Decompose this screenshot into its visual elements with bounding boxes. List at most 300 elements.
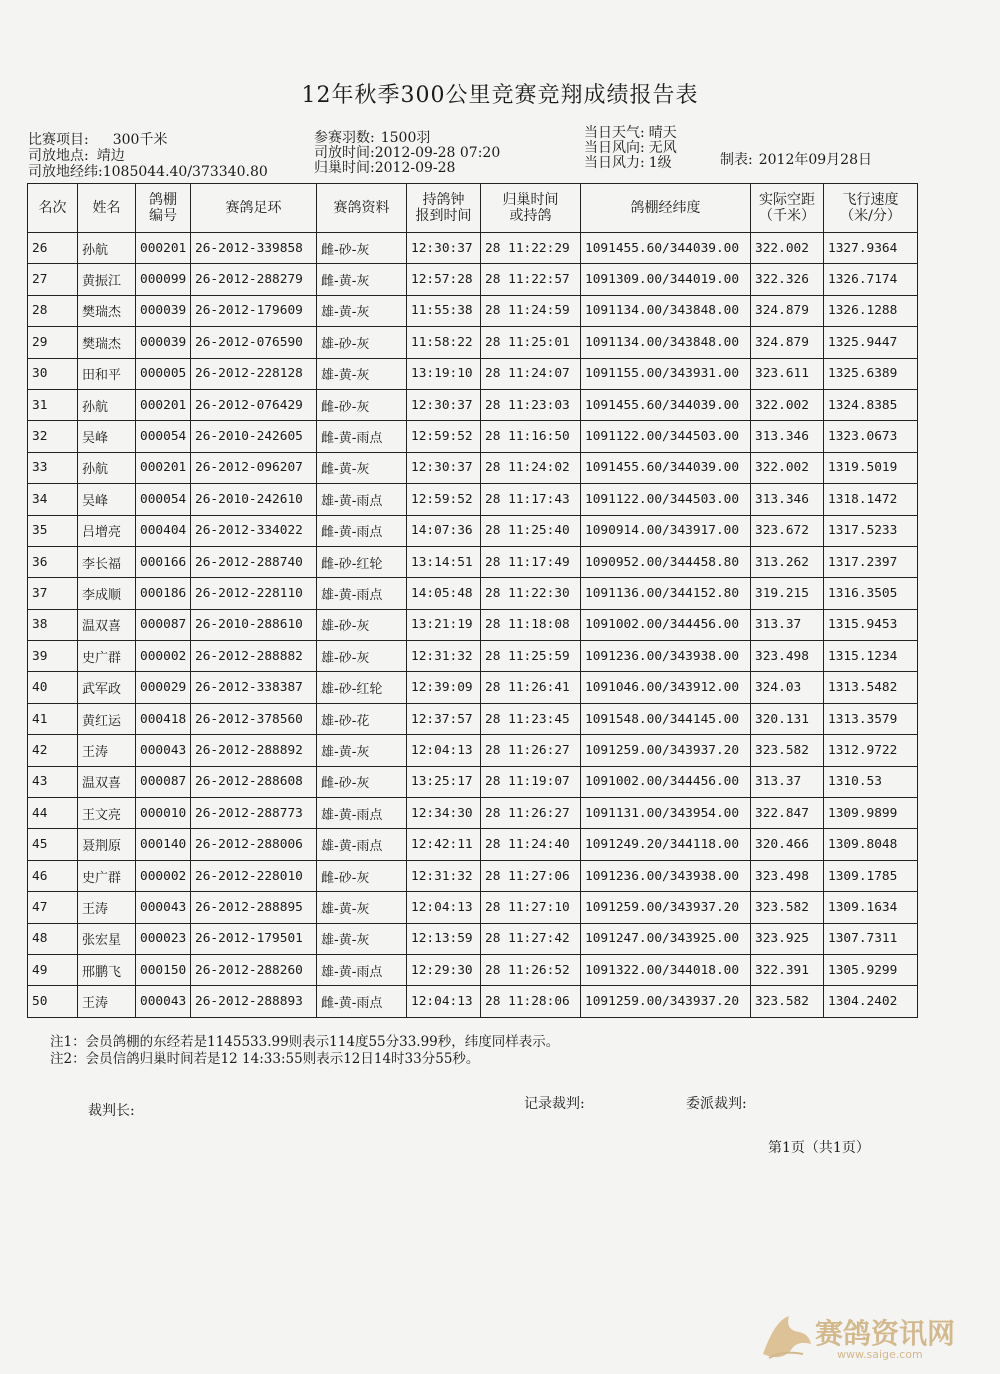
cell-rank: 39 bbox=[28, 641, 78, 672]
cell-loft-id: 000404 bbox=[136, 515, 191, 546]
cell-rank: 27 bbox=[28, 264, 78, 295]
cell-loft-coords: 1091002.00/344456.00 bbox=[581, 766, 751, 797]
cell-loft-coords: 1091134.00/343848.00 bbox=[581, 295, 751, 326]
table-row bbox=[28, 766, 918, 797]
cell-distance: 322.002 bbox=[751, 233, 824, 264]
cell-name: 王涛 bbox=[78, 735, 136, 766]
cell-pigeon-info: 雄-黄-灰 bbox=[317, 892, 407, 923]
cell-return-time: 28 11:27:42 bbox=[481, 923, 581, 954]
wind-direction-label: 当日风向: bbox=[584, 140, 645, 156]
header-loft-coords: 鸽棚经纬度 bbox=[581, 184, 751, 233]
table-row bbox=[28, 421, 918, 452]
cell-ring: 26-2012-288740 bbox=[191, 546, 317, 577]
cell-loft-coords: 1091455.60/344039.00 bbox=[581, 389, 751, 420]
cell-pigeon-info: 雄-黄-雨点 bbox=[317, 798, 407, 829]
header-ring: 赛鸽足环 bbox=[191, 184, 317, 233]
return-time bbox=[314, 161, 455, 176]
release-time-value: 2012-09-28 07:20 bbox=[374, 145, 501, 161]
cell-ring: 26-2010-288610 bbox=[191, 609, 317, 640]
table-row bbox=[28, 829, 918, 860]
cell-loft-coords: 1091259.00/343937.20 bbox=[581, 986, 751, 1017]
cell-return-time: 28 11:25:40 bbox=[481, 515, 581, 546]
cell-speed: 1317.2397 bbox=[824, 546, 918, 577]
cell-return-time: 28 11:19:07 bbox=[481, 766, 581, 797]
cell-loft-coords: 1091122.00/344503.00 bbox=[581, 421, 751, 452]
cell-return-time: 28 11:24:40 bbox=[481, 829, 581, 860]
wind-force-value: 1级 bbox=[648, 155, 672, 171]
cell-rank: 44 bbox=[28, 798, 78, 829]
cell-ring: 26-2012-179501 bbox=[191, 923, 317, 954]
weather-value: 晴天 bbox=[648, 125, 677, 141]
cell-rank: 26 bbox=[28, 233, 78, 264]
cell-pigeon-info: 雄-黄-雨点 bbox=[317, 829, 407, 860]
table-row bbox=[28, 954, 918, 985]
cell-return-time: 28 11:23:45 bbox=[481, 703, 581, 734]
cell-name: 孙航 bbox=[78, 452, 136, 483]
cell-loft-id: 000002 bbox=[136, 860, 191, 891]
cell-loft-coords: 1091122.00/344503.00 bbox=[581, 484, 751, 515]
cell-speed: 1315.1234 bbox=[824, 641, 918, 672]
wind-force-label: 当日风力: bbox=[584, 155, 645, 171]
cell-distance: 313.346 bbox=[751, 421, 824, 452]
cell-loft-coords: 1091136.00/344152.80 bbox=[581, 578, 751, 609]
watermark-text: 赛鸽资讯网 bbox=[815, 1317, 956, 1350]
cell-loft-id: 000010 bbox=[136, 798, 191, 829]
cell-loft-id: 000099 bbox=[136, 264, 191, 295]
cell-loft-coords: 1091155.00/343931.00 bbox=[581, 358, 751, 389]
cell-loft-coords: 1091002.00/344456.00 bbox=[581, 609, 751, 640]
cell-rank: 31 bbox=[28, 389, 78, 420]
cell-clock-time: 13:14:51 bbox=[407, 546, 481, 577]
cell-name: 王文亮 bbox=[78, 798, 136, 829]
cell-loft-id: 000043 bbox=[136, 735, 191, 766]
cell-name: 温双喜 bbox=[78, 766, 136, 797]
cell-loft-id: 000029 bbox=[136, 672, 191, 703]
wind-direction-value: 无风 bbox=[648, 140, 677, 156]
cell-clock-time: 12:39:09 bbox=[407, 672, 481, 703]
cell-speed: 1309.9899 bbox=[824, 798, 918, 829]
cell-loft-coords: 1091247.00/343925.00 bbox=[581, 923, 751, 954]
table-row bbox=[28, 735, 918, 766]
cell-ring: 26-2012-338387 bbox=[191, 672, 317, 703]
table-row bbox=[28, 264, 918, 295]
cell-pigeon-info: 雄-黄-雨点 bbox=[317, 578, 407, 609]
cell-loft-coords: 1091309.00/344019.00 bbox=[581, 264, 751, 295]
cell-loft-id: 000043 bbox=[136, 986, 191, 1017]
cell-speed: 1309.1634 bbox=[824, 892, 918, 923]
cell-pigeon-info: 雄-黄-灰 bbox=[317, 295, 407, 326]
release-coords-value: 1085044.40/373340.80 bbox=[102, 164, 268, 180]
cell-distance: 322.002 bbox=[751, 452, 824, 483]
birds-count bbox=[314, 131, 430, 146]
header-clock-time: 持鸽钟 报到时间 bbox=[407, 184, 481, 233]
wind-direction bbox=[584, 141, 677, 156]
cell-return-time: 28 11:23:03 bbox=[481, 389, 581, 420]
birds-count-value: 1500羽 bbox=[380, 130, 431, 146]
table-row bbox=[28, 923, 918, 954]
cell-loft-id: 000023 bbox=[136, 923, 191, 954]
cell-loft-coords: 1091259.00/343937.20 bbox=[581, 735, 751, 766]
cell-name: 吕增亮 bbox=[78, 515, 136, 546]
cell-loft-id: 000002 bbox=[136, 641, 191, 672]
cell-name: 李成顺 bbox=[78, 578, 136, 609]
table-row bbox=[28, 233, 918, 264]
weather bbox=[584, 126, 677, 141]
cell-distance: 322.391 bbox=[751, 954, 824, 985]
report-title: 12年秋季300公里竞赛竞翔成绩报告表 bbox=[301, 83, 699, 108]
cell-pigeon-info: 雄-砂-灰 bbox=[317, 641, 407, 672]
cell-loft-id: 000043 bbox=[136, 892, 191, 923]
cell-return-time: 28 11:26:52 bbox=[481, 954, 581, 985]
cell-loft-coords: 1091455.60/344039.00 bbox=[581, 452, 751, 483]
cell-distance: 323.925 bbox=[751, 923, 824, 954]
cell-return-time: 28 11:24:59 bbox=[481, 295, 581, 326]
release-time-label: 司放时间: bbox=[314, 145, 375, 161]
cell-pigeon-info: 雌-砂-灰 bbox=[317, 233, 407, 264]
cell-loft-id: 000039 bbox=[136, 295, 191, 326]
cell-clock-time: 12:13:59 bbox=[407, 923, 481, 954]
cell-loft-coords: 1091455.60/344039.00 bbox=[581, 233, 751, 264]
cell-rank: 42 bbox=[28, 735, 78, 766]
cell-return-time: 28 11:16:50 bbox=[481, 421, 581, 452]
cell-loft-id: 000054 bbox=[136, 484, 191, 515]
cell-distance: 313.346 bbox=[751, 484, 824, 515]
cell-return-time: 28 11:27:06 bbox=[481, 860, 581, 891]
cell-clock-time: 12:37:57 bbox=[407, 703, 481, 734]
cell-return-time: 28 11:24:07 bbox=[481, 358, 581, 389]
cell-clock-time: 12:30:37 bbox=[407, 452, 481, 483]
cell-rank: 50 bbox=[28, 986, 78, 1017]
cell-speed: 1325.6389 bbox=[824, 358, 918, 389]
cell-return-time: 28 11:25:01 bbox=[481, 327, 581, 358]
cell-clock-time: 12:04:13 bbox=[407, 986, 481, 1017]
cell-pigeon-info: 雄-砂-灰 bbox=[317, 609, 407, 640]
cell-loft-coords: 1091322.00/344018.00 bbox=[581, 954, 751, 985]
cell-speed: 1316.3505 bbox=[824, 578, 918, 609]
cell-rank: 38 bbox=[28, 609, 78, 640]
cell-speed: 1326.7174 bbox=[824, 264, 918, 295]
cell-clock-time: 12:30:37 bbox=[407, 389, 481, 420]
cell-speed: 1312.9722 bbox=[824, 735, 918, 766]
cell-loft-id: 000201 bbox=[136, 452, 191, 483]
cell-return-time: 28 11:18:08 bbox=[481, 609, 581, 640]
cell-speed: 1305.9299 bbox=[824, 954, 918, 985]
cell-rank: 43 bbox=[28, 766, 78, 797]
cell-rank: 49 bbox=[28, 954, 78, 985]
return-time-value: 2012-09-28 bbox=[374, 160, 456, 176]
cell-rank: 28 bbox=[28, 295, 78, 326]
cell-return-time: 28 11:22:57 bbox=[481, 264, 581, 295]
made-date bbox=[720, 153, 872, 168]
cell-distance: 320.466 bbox=[751, 829, 824, 860]
cell-ring: 26-2012-334022 bbox=[191, 515, 317, 546]
cell-name: 张宏星 bbox=[78, 923, 136, 954]
cell-ring: 26-2012-288260 bbox=[191, 954, 317, 985]
cell-pigeon-info: 雌-黄-灰 bbox=[317, 452, 407, 483]
cell-loft-coords: 1091131.00/343954.00 bbox=[581, 798, 751, 829]
cell-clock-time: 12:42:11 bbox=[407, 829, 481, 860]
table-row bbox=[28, 609, 918, 640]
cell-speed: 1315.9453 bbox=[824, 609, 918, 640]
table-row bbox=[28, 892, 918, 923]
cell-distance: 319.215 bbox=[751, 578, 824, 609]
cell-rank: 41 bbox=[28, 703, 78, 734]
cell-rank: 40 bbox=[28, 672, 78, 703]
table-row bbox=[28, 327, 918, 358]
made-date-value: 2012年09月28日 bbox=[758, 152, 872, 168]
cell-name: 王涛 bbox=[78, 986, 136, 1017]
cell-pigeon-info: 雌-砂-灰 bbox=[317, 389, 407, 420]
cell-ring: 26-2012-288893 bbox=[191, 986, 317, 1017]
cell-loft-id: 000418 bbox=[136, 703, 191, 734]
cell-ring: 26-2012-288895 bbox=[191, 892, 317, 923]
table-row bbox=[28, 358, 918, 389]
cell-ring: 26-2012-288882 bbox=[191, 641, 317, 672]
page-number: 第1页（共1页） bbox=[768, 1140, 870, 1156]
cell-loft-coords: 1091259.00/343937.20 bbox=[581, 892, 751, 923]
table-row bbox=[28, 672, 918, 703]
release-time bbox=[314, 146, 500, 161]
cell-rank: 45 bbox=[28, 829, 78, 860]
table-row bbox=[28, 703, 918, 734]
cell-distance: 322.002 bbox=[751, 389, 824, 420]
cell-loft-id: 000039 bbox=[136, 327, 191, 358]
cell-speed: 1326.1288 bbox=[824, 295, 918, 326]
cell-name: 李长福 bbox=[78, 546, 136, 577]
cell-rank: 34 bbox=[28, 484, 78, 515]
cell-loft-id: 000087 bbox=[136, 609, 191, 640]
cell-loft-coords: 1090952.00/344458.80 bbox=[581, 546, 751, 577]
table-row bbox=[28, 860, 918, 891]
site-watermark bbox=[755, 1310, 980, 1370]
cell-speed: 1318.1472 bbox=[824, 484, 918, 515]
cell-distance: 320.131 bbox=[751, 703, 824, 734]
cell-clock-time: 12:34:30 bbox=[407, 798, 481, 829]
cell-loft-coords: 1091548.00/344145.00 bbox=[581, 703, 751, 734]
cell-pigeon-info: 雄-砂-灰 bbox=[317, 327, 407, 358]
cell-loft-id: 000201 bbox=[136, 389, 191, 420]
cell-loft-id: 000166 bbox=[136, 546, 191, 577]
cell-clock-time: 13:25:17 bbox=[407, 766, 481, 797]
cell-name: 聂荆原 bbox=[78, 829, 136, 860]
table-row bbox=[28, 484, 918, 515]
cell-speed: 1319.5019 bbox=[824, 452, 918, 483]
cell-clock-time: 12:31:32 bbox=[407, 641, 481, 672]
cell-pigeon-info: 雄-黄-雨点 bbox=[317, 954, 407, 985]
cell-distance: 323.672 bbox=[751, 515, 824, 546]
cell-rank: 33 bbox=[28, 452, 78, 483]
cell-return-time: 28 11:26:41 bbox=[481, 672, 581, 703]
cell-speed: 1310.53 bbox=[824, 766, 918, 797]
cell-loft-coords: 1091134.00/343848.00 bbox=[581, 327, 751, 358]
results-body bbox=[28, 233, 918, 1018]
cell-clock-time: 12:04:13 bbox=[407, 892, 481, 923]
return-time-label: 归巢时间: bbox=[314, 160, 375, 176]
cell-rank: 48 bbox=[28, 923, 78, 954]
race-item-label: 比赛项目: bbox=[28, 132, 89, 148]
release-coords-label: 司放地经纬: bbox=[28, 164, 103, 180]
cell-distance: 324.879 bbox=[751, 295, 824, 326]
cell-distance: 323.611 bbox=[751, 358, 824, 389]
cell-pigeon-info: 雄-砂-花 bbox=[317, 703, 407, 734]
cell-clock-time: 13:19:10 bbox=[407, 358, 481, 389]
cell-speed: 1324.8385 bbox=[824, 389, 918, 420]
release-coords bbox=[28, 165, 268, 180]
cell-loft-id: 000186 bbox=[136, 578, 191, 609]
weather-label: 当日天气: bbox=[584, 125, 645, 141]
cell-name: 史广群 bbox=[78, 641, 136, 672]
cell-return-time: 28 11:26:27 bbox=[481, 798, 581, 829]
cell-loft-id: 000140 bbox=[136, 829, 191, 860]
cell-speed: 1317.5233 bbox=[824, 515, 918, 546]
cell-name: 温双喜 bbox=[78, 609, 136, 640]
cell-clock-time: 11:58:22 bbox=[407, 327, 481, 358]
cell-pigeon-info: 雌-黄-雨点 bbox=[317, 421, 407, 452]
cell-name: 邢鹏飞 bbox=[78, 954, 136, 985]
cell-ring: 26-2012-288773 bbox=[191, 798, 317, 829]
cell-speed: 1327.9364 bbox=[824, 233, 918, 264]
cell-loft-coords: 1091249.20/344118.00 bbox=[581, 829, 751, 860]
cell-name: 王涛 bbox=[78, 892, 136, 923]
made-date-label: 制表: bbox=[720, 152, 753, 168]
cell-clock-time: 14:07:36 bbox=[407, 515, 481, 546]
cell-ring: 26-2010-242605 bbox=[191, 421, 317, 452]
cell-return-time: 28 11:26:27 bbox=[481, 735, 581, 766]
cell-ring: 26-2010-242610 bbox=[191, 484, 317, 515]
cell-loft-id: 000150 bbox=[136, 954, 191, 985]
cell-speed: 1307.7311 bbox=[824, 923, 918, 954]
table-row bbox=[28, 546, 918, 577]
note-1: 注1：会员鸽棚的东经若是1145533.99则表示114度55分33.99秒，纬度同样表示。 bbox=[50, 1034, 560, 1050]
header-rank: 名次 bbox=[28, 184, 78, 233]
cell-distance: 322.326 bbox=[751, 264, 824, 295]
cell-pigeon-info: 雄-黄-灰 bbox=[317, 923, 407, 954]
cell-rank: 30 bbox=[28, 358, 78, 389]
cell-return-time: 28 11:17:43 bbox=[481, 484, 581, 515]
cell-name: 田和平 bbox=[78, 358, 136, 389]
cell-distance: 323.498 bbox=[751, 860, 824, 891]
cell-speed: 1309.1785 bbox=[824, 860, 918, 891]
cell-pigeon-info: 雌-砂-灰 bbox=[317, 766, 407, 797]
cell-distance: 323.582 bbox=[751, 986, 824, 1017]
cell-return-time: 28 11:22:30 bbox=[481, 578, 581, 609]
cell-distance: 323.498 bbox=[751, 641, 824, 672]
release-place bbox=[28, 149, 125, 164]
cell-name: 黄振江 bbox=[78, 264, 136, 295]
cell-clock-time: 12:59:52 bbox=[407, 484, 481, 515]
cell-name: 吴峰 bbox=[78, 421, 136, 452]
header-return-time: 归巢时间 或持鸽 bbox=[481, 184, 581, 233]
cell-pigeon-info: 雌-黄-雨点 bbox=[317, 986, 407, 1017]
race-item bbox=[28, 133, 167, 148]
cell-distance: 324.879 bbox=[751, 327, 824, 358]
notes bbox=[50, 1034, 559, 1068]
cell-ring: 26-2012-339858 bbox=[191, 233, 317, 264]
cell-name: 樊瑞杰 bbox=[78, 295, 136, 326]
cell-clock-time: 13:21:19 bbox=[407, 609, 481, 640]
cell-pigeon-info: 雌-黄-灰 bbox=[317, 264, 407, 295]
cell-ring: 26-2012-288006 bbox=[191, 829, 317, 860]
cell-speed: 1313.3579 bbox=[824, 703, 918, 734]
header-pigeon-info: 赛鸽资料 bbox=[317, 184, 407, 233]
cell-clock-time: 12:59:52 bbox=[407, 421, 481, 452]
cell-distance: 313.37 bbox=[751, 609, 824, 640]
cell-speed: 1313.5482 bbox=[824, 672, 918, 703]
cell-loft-id: 000201 bbox=[136, 233, 191, 264]
cell-ring: 26-2012-228128 bbox=[191, 358, 317, 389]
cell-ring: 26-2012-228110 bbox=[191, 578, 317, 609]
cell-pigeon-info: 雄-黄-灰 bbox=[317, 358, 407, 389]
cell-clock-time: 12:30:37 bbox=[407, 233, 481, 264]
cell-ring: 26-2012-096207 bbox=[191, 452, 317, 483]
cell-pigeon-info: 雌-黄-雨点 bbox=[317, 515, 407, 546]
cell-loft-coords: 1090914.00/343917.00 bbox=[581, 515, 751, 546]
cell-clock-time: 14:05:48 bbox=[407, 578, 481, 609]
race-item-value: 300千米 bbox=[112, 132, 168, 148]
cell-clock-time: 12:29:30 bbox=[407, 954, 481, 985]
cell-name: 孙航 bbox=[78, 389, 136, 420]
header-loft-id: 鸽棚 编号 bbox=[136, 184, 191, 233]
cell-ring: 26-2012-288279 bbox=[191, 264, 317, 295]
cell-clock-time: 12:04:13 bbox=[407, 735, 481, 766]
cell-pigeon-info: 雌-砂-红轮 bbox=[317, 546, 407, 577]
cell-name: 黄红运 bbox=[78, 703, 136, 734]
table-row bbox=[28, 578, 918, 609]
cell-rank: 37 bbox=[28, 578, 78, 609]
recording-referee-label: 记录裁判: bbox=[524, 1096, 585, 1112]
cell-ring: 26-2012-378560 bbox=[191, 703, 317, 734]
cell-pigeon-info: 雄-黄-灰 bbox=[317, 735, 407, 766]
cell-rank: 47 bbox=[28, 892, 78, 923]
cell-distance: 322.847 bbox=[751, 798, 824, 829]
cell-loft-coords: 1091046.00/343912.00 bbox=[581, 672, 751, 703]
cell-speed: 1304.2402 bbox=[824, 986, 918, 1017]
cell-return-time: 28 11:25:59 bbox=[481, 641, 581, 672]
cell-return-time: 28 11:24:02 bbox=[481, 452, 581, 483]
cell-pigeon-info: 雌-砂-灰 bbox=[317, 860, 407, 891]
cell-name: 孙航 bbox=[78, 233, 136, 264]
cell-distance: 313.262 bbox=[751, 546, 824, 577]
cell-ring: 26-2012-288608 bbox=[191, 766, 317, 797]
table-row bbox=[28, 798, 918, 829]
header-speed: 飞行速度 （米/分） bbox=[824, 184, 918, 233]
cell-ring: 26-2012-228010 bbox=[191, 860, 317, 891]
cell-return-time: 28 11:17:49 bbox=[481, 546, 581, 577]
cell-return-time: 28 11:22:29 bbox=[481, 233, 581, 264]
cell-loft-id: 000054 bbox=[136, 421, 191, 452]
cell-distance: 324.03 bbox=[751, 672, 824, 703]
cell-speed: 1323.0673 bbox=[824, 421, 918, 452]
cell-pigeon-info: 雄-黄-雨点 bbox=[317, 484, 407, 515]
table-row bbox=[28, 515, 918, 546]
cell-distance: 313.37 bbox=[751, 766, 824, 797]
watermark-url: www.saige.com bbox=[837, 1348, 923, 1361]
cell-name: 武军政 bbox=[78, 672, 136, 703]
cell-ring: 26-2012-288892 bbox=[191, 735, 317, 766]
table-row bbox=[28, 641, 918, 672]
birds-count-label: 参赛羽数: bbox=[314, 130, 375, 146]
wind-force bbox=[584, 156, 672, 171]
table-row bbox=[28, 986, 918, 1017]
table-header-row bbox=[28, 184, 918, 233]
cell-loft-id: 000005 bbox=[136, 358, 191, 389]
cell-return-time: 28 11:27:10 bbox=[481, 892, 581, 923]
cell-speed: 1309.8048 bbox=[824, 829, 918, 860]
appointed-referee-label: 委派裁判: bbox=[686, 1096, 747, 1112]
cell-distance: 323.582 bbox=[751, 735, 824, 766]
cell-rank: 46 bbox=[28, 860, 78, 891]
cell-name: 吴峰 bbox=[78, 484, 136, 515]
